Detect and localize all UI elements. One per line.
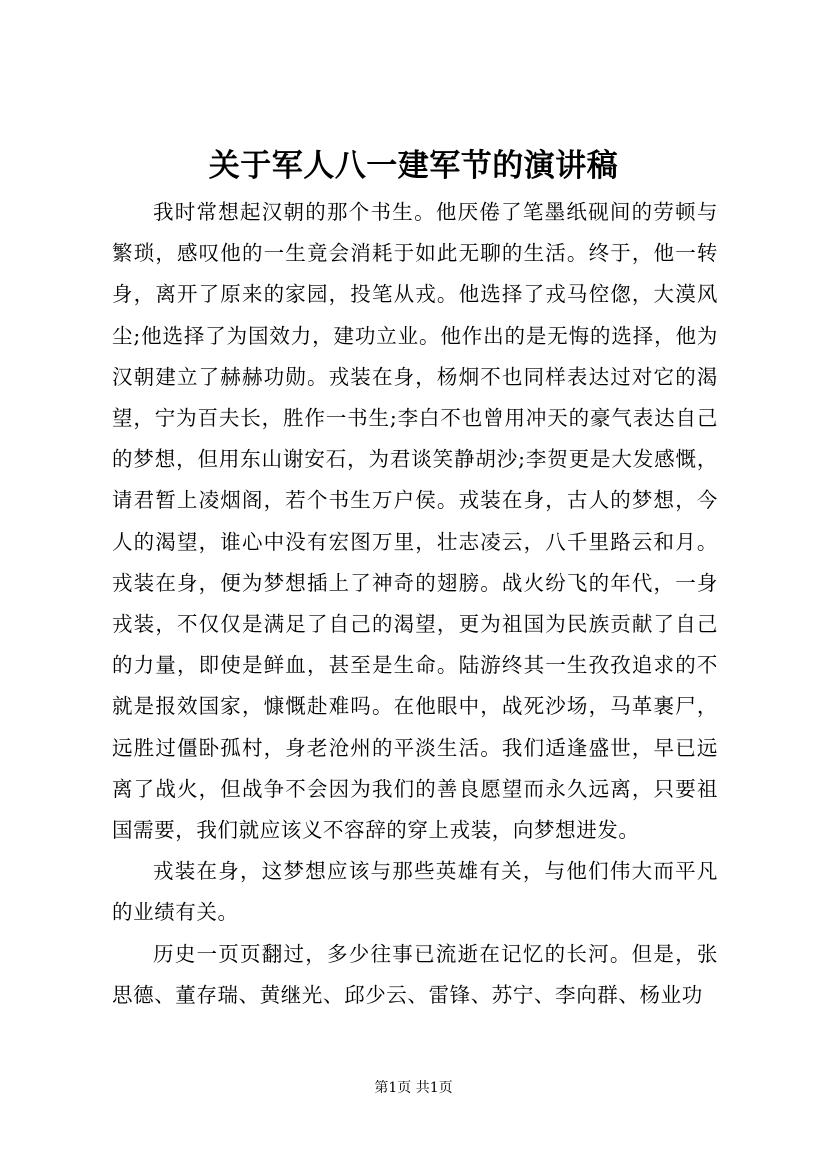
page-number-footer: 第1页 共1页 xyxy=(374,1080,453,1096)
paragraph-2: 戎装在身，这梦想应该与那些英雄有关，与他们伟大而平凡的业绩有关。 xyxy=(112,859,718,925)
paragraph-3: 历史一页页翻过，多少往事已流逝在记忆的长河。但是，张思德、董存瑞、黄继光、邱少云、雷锋、苏宁、李向群、杨业功 xyxy=(112,941,718,1007)
document-body xyxy=(112,192,718,1016)
document-title: 关于军人八一建军节的演讲稿 xyxy=(208,148,619,184)
paragraph-1: 我时常想起汉朝的那个书生。他厌倦了笔墨纸砚间的劳顿与繁琐，感叹他的一生竟会消耗于如此无聊的生活。终于，他一转身，离开了原来的家园，投笔从戎。他选择了戎马倥偬，大漠风尘;他选择了为国效力，建功立业。他作出的是无悔的选择，他为汉朝建立了赫赫功勋。戎装在身，杨炯不也同样表达过对它的渴望，宁为百夫长，胜作一书生;李白不也曾用冲天的豪气表达自己的梦想，但用东山谢安石，为君谈笑静胡沙;李贺更是大发感慨，请君暂上凌烟阁，若个书生万户侯。戎装在身，古人的梦想，今人的渴望，谁心中没有宏图万里，壮志凌云，八千里路云和月。戎装在身，便为梦想插上了神奇的翅膀。战火纷飞的年代，一身戎装，不仅仅是满足了自己的渴望，更为祖国为民族贡献了自己的力量，即使是鲜血，甚至是生命。陆游终其一生孜孜追求的不就是报效国家，慷慨赴难吗。在他眼中，战死沙场，马革裹尸，远胜过僵卧孤村，身老沧州的平淡生活。我们适逢盛世，早已远离了战火，但战争不会因为我们的善良愿望而永久远离，只要祖国需要，我们就应该义不容辞的穿上戎装，向梦想进发。 xyxy=(112,200,718,843)
